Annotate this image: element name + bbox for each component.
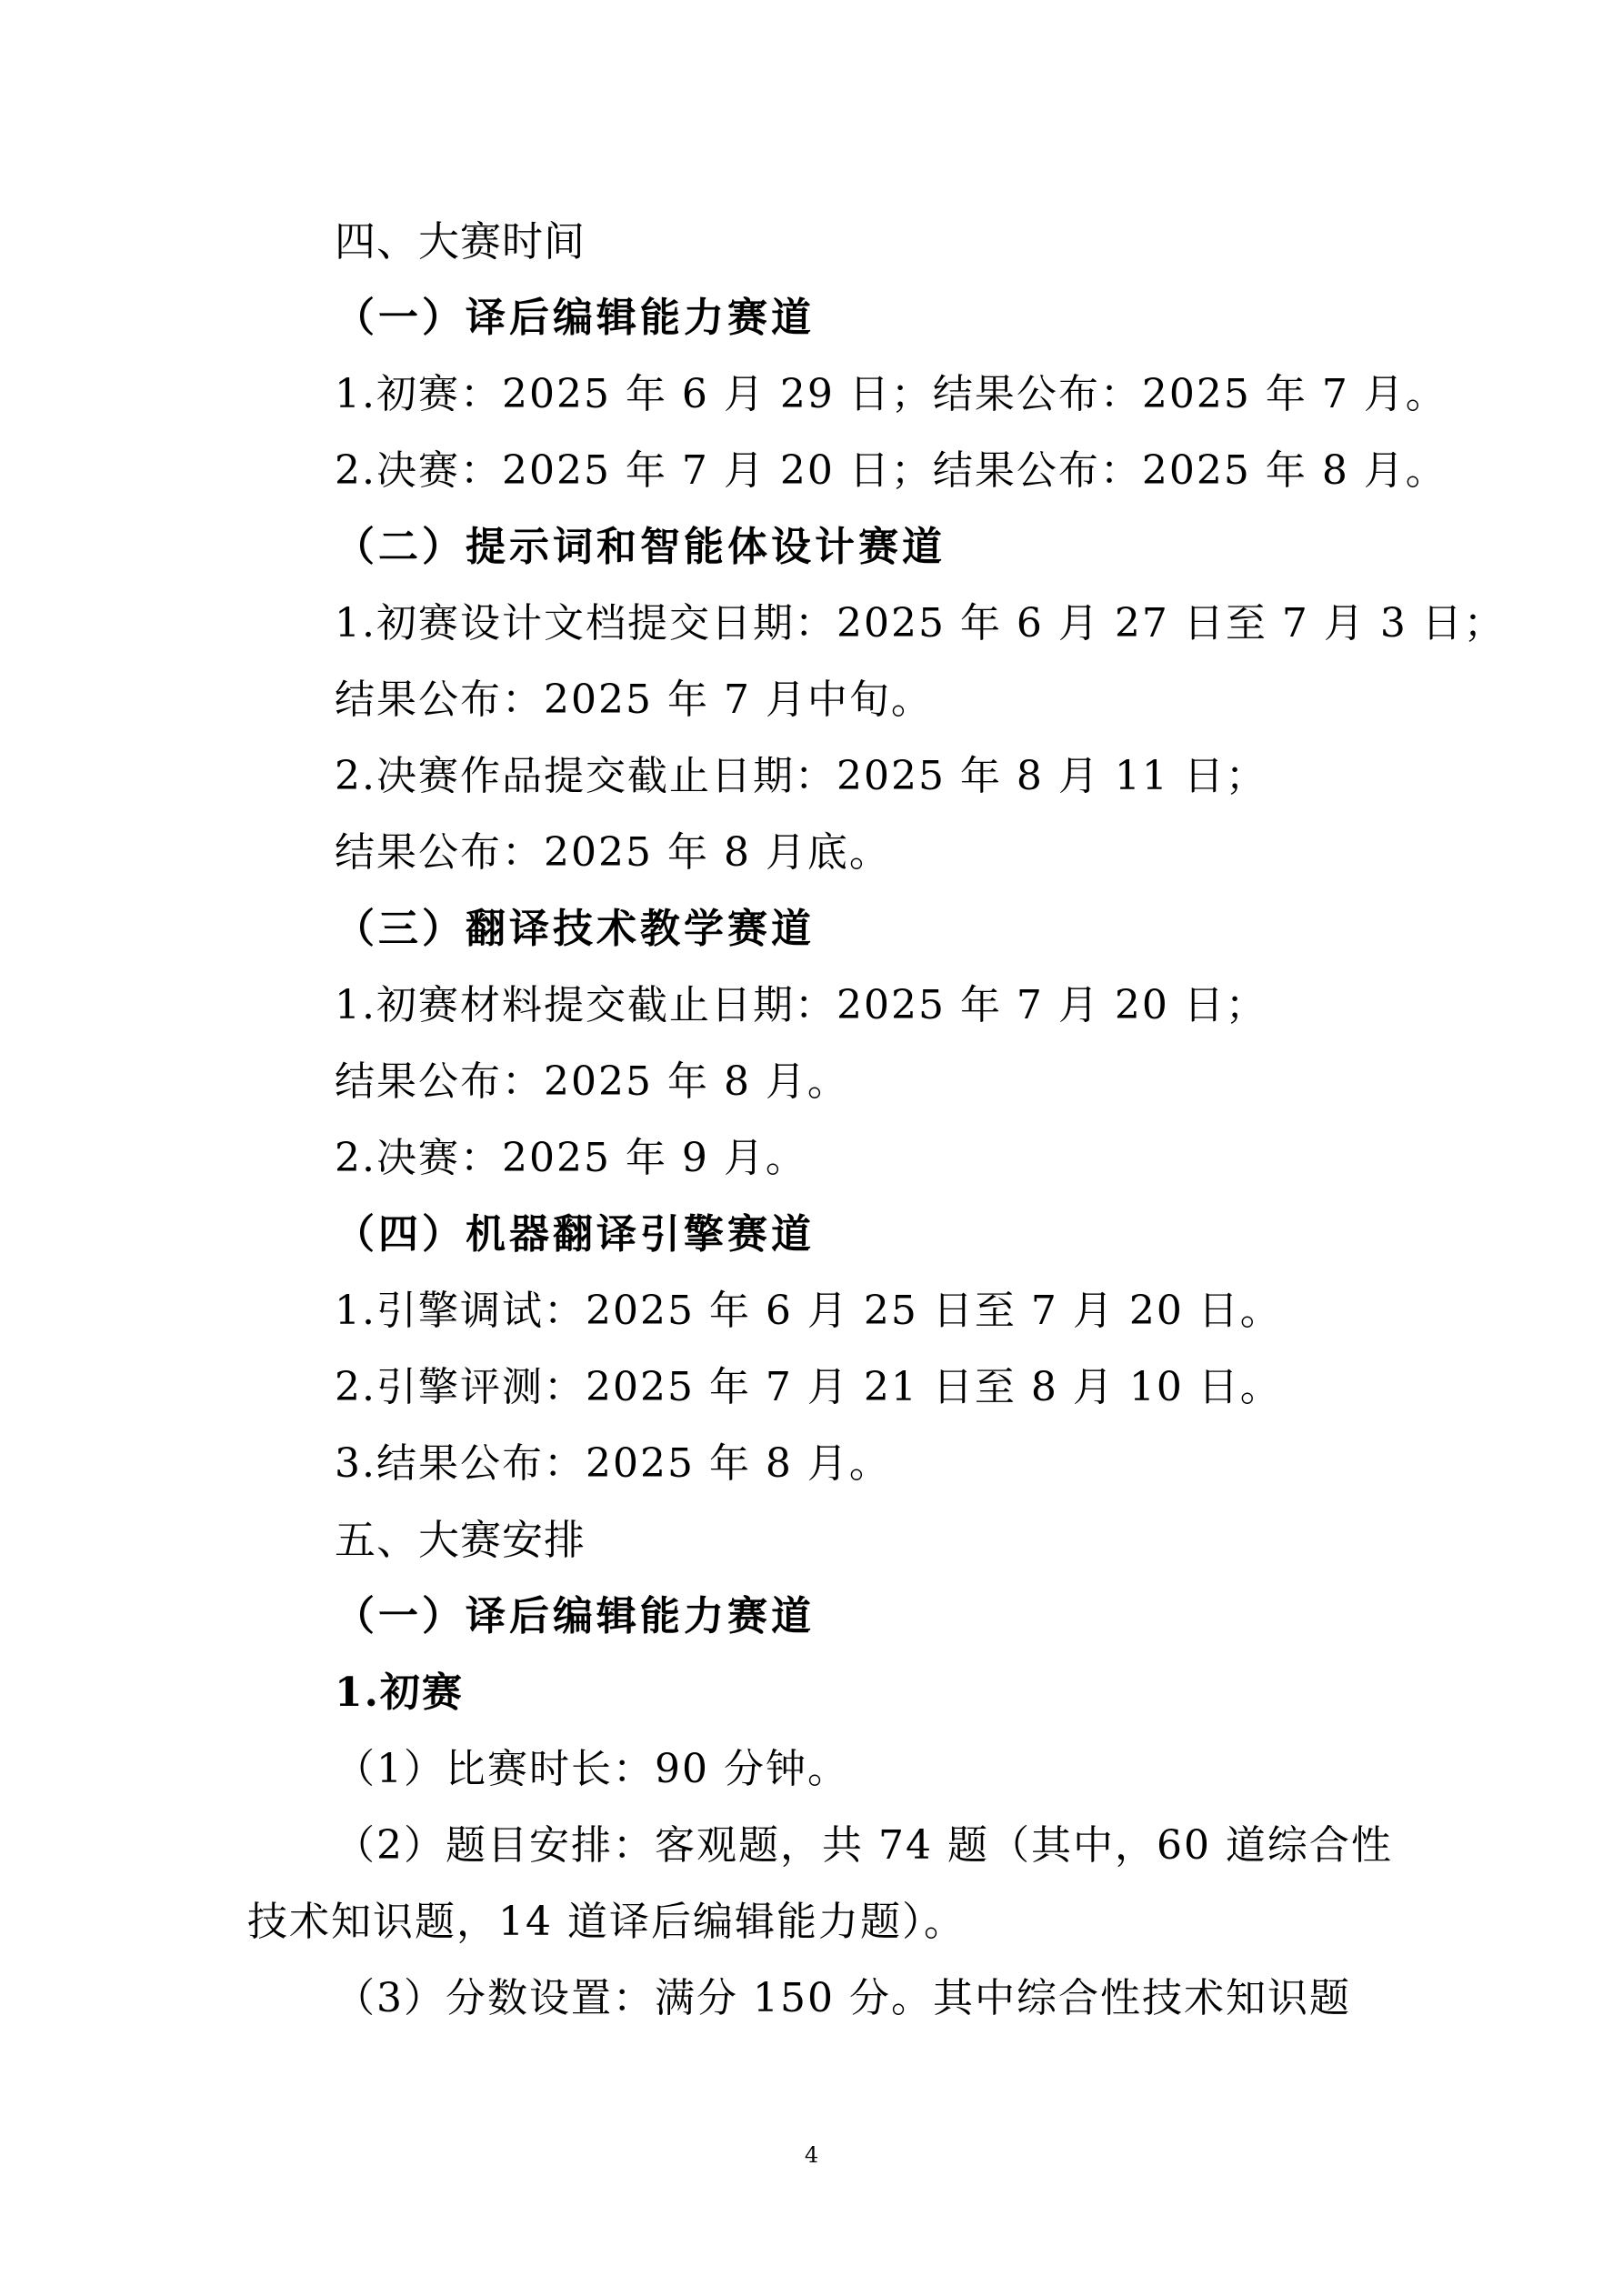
text-line: 2.引擎评测：2025 年 7 月 21 日至 8 月 10 日。 <box>335 1364 1282 1410</box>
subsection-heading-post-editing: （一）译后编辑能力赛道 <box>335 295 815 341</box>
text-line-continuation: 技术知识题，14 道译后编辑能力题）。 <box>247 1899 966 1945</box>
text-line: 2.决赛：2025 年 7 月 20 日；结果公布：2025 年 8 月。 <box>335 447 1448 494</box>
text-line: 1.引擎调试：2025 年 6 月 25 日至 7 月 20 日。 <box>335 1288 1282 1334</box>
text-line: 结果公布：2025 年 7 月中旬。 <box>335 677 933 723</box>
page-number: 4 <box>804 2142 819 2168</box>
section-heading-competition-arrangement: 五、大赛安排 <box>335 1516 586 1564</box>
text-line: 1.初赛：2025 年 6 月 29 日；结果公布：2025 年 7 月。 <box>335 371 1448 417</box>
text-line: 1.初赛设计文档提交日期：2025 年 6 月 27 日至 7 月 3 日； <box>335 600 1506 647</box>
text-line: （2）题目安排：客观题，共 74 题（其中，60 道综合性 <box>335 1822 1393 1869</box>
text-line: 结果公布：2025 年 8 月底。 <box>335 829 891 876</box>
text-line: 结果公布：2025 年 8 月。 <box>335 1058 849 1105</box>
text-line: （1）比赛时长：90 分钟。 <box>335 1746 849 1792</box>
subsection-heading-post-editing: （一）译后编辑能力赛道 <box>335 1593 815 1639</box>
text-line: 2.决赛作品提交截止日期：2025 年 8 月 11 日； <box>335 753 1267 799</box>
text-line: 2.决赛：2025 年 9 月。 <box>335 1135 807 1181</box>
item-heading-preliminary: 1.初赛 <box>335 1669 464 1716</box>
subsection-heading-mt-engine: （四）机器翻译引擎赛道 <box>335 1211 815 1258</box>
text-line: 3.结果公布：2025 年 8 月。 <box>335 1440 891 1487</box>
text-line: （3）分数设置：满分 150 分。其中综合性技术知识题 <box>335 1975 1351 2021</box>
subsection-heading-prompt-agent: （二）提示词和智能体设计赛道 <box>335 524 946 570</box>
subsection-heading-teaching: （三）翻译技术教学赛道 <box>335 906 815 952</box>
text-line: 1.初赛材料提交截止日期：2025 年 7 月 20 日； <box>335 982 1267 1028</box>
section-heading-competition-time: 四、大赛时间 <box>335 217 586 266</box>
